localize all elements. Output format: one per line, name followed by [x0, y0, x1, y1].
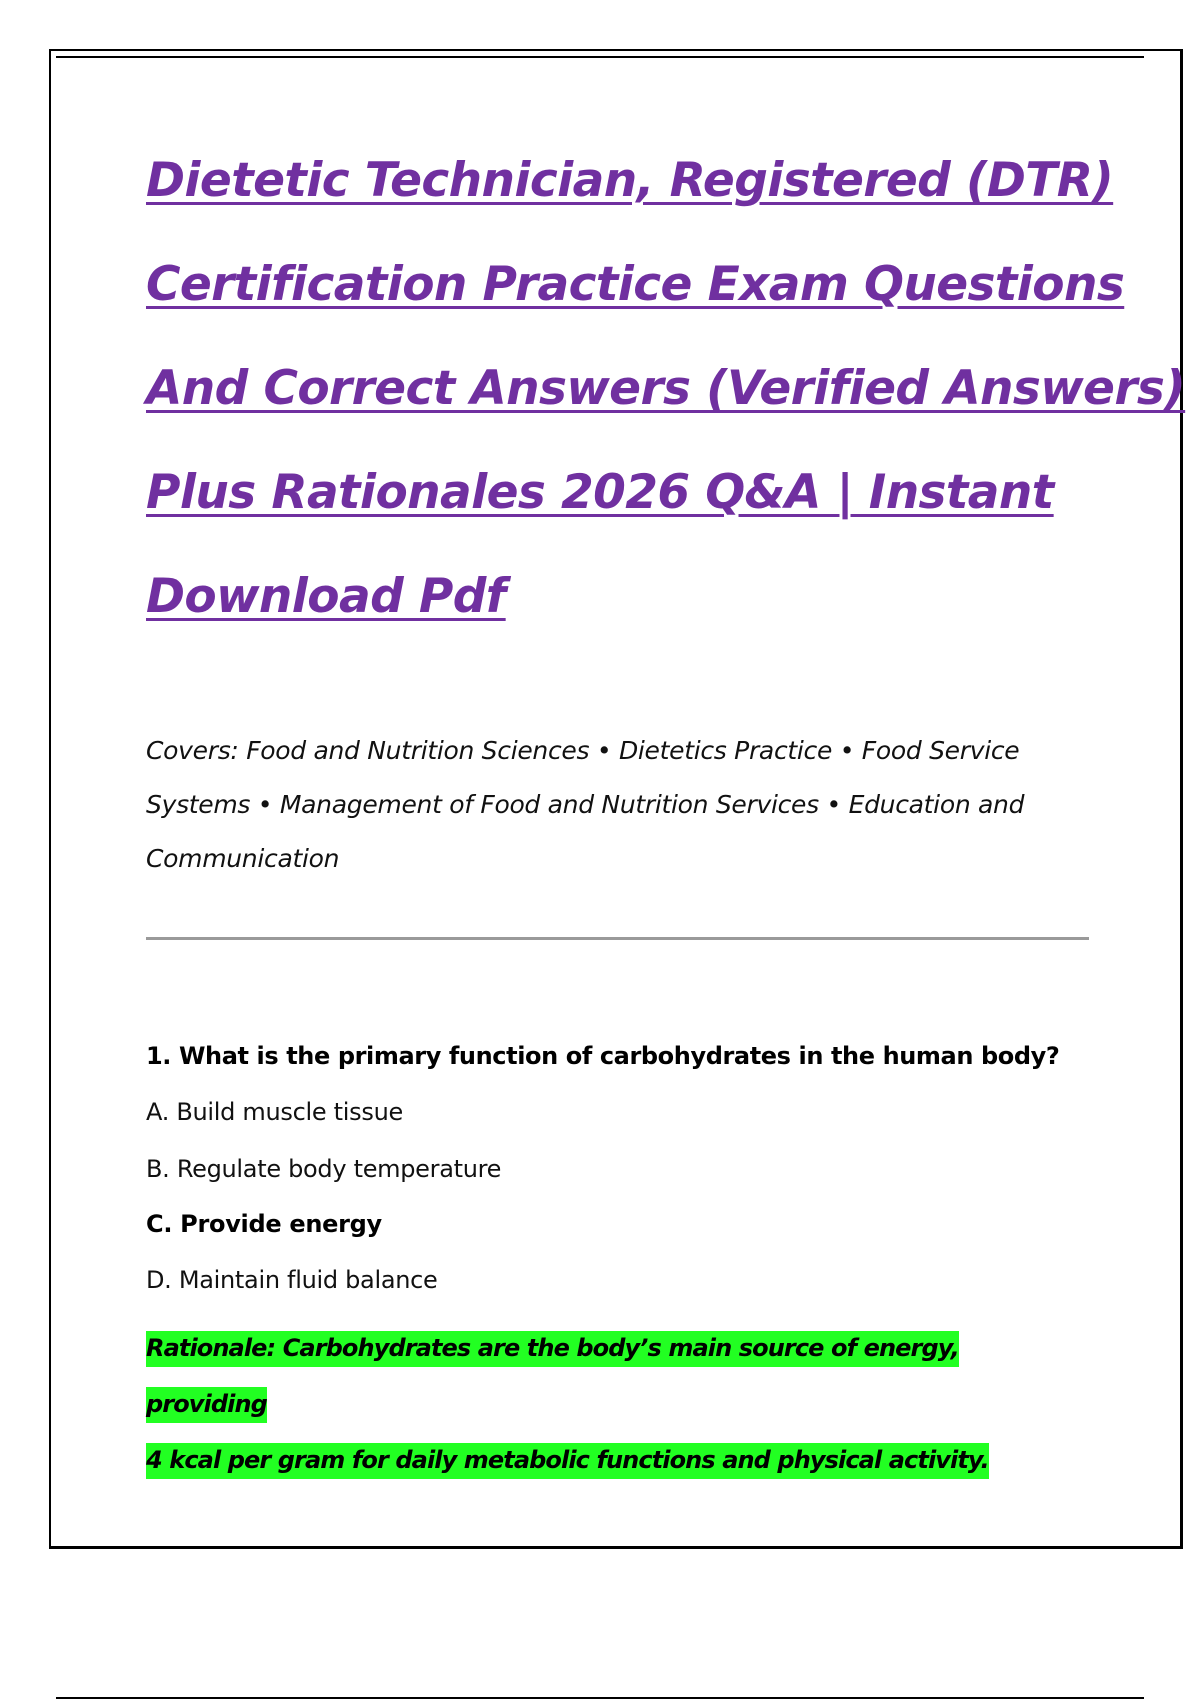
section-divider — [146, 937, 1089, 940]
option-a: A. Build muscle tissue — [146, 1098, 403, 1126]
option-b: B. Regulate body temperature — [146, 1155, 502, 1183]
option-d: D. Maintain fluid balance — [146, 1266, 438, 1294]
rationale — [146, 1320, 1076, 1488]
top-rule — [56, 56, 1144, 58]
title-line: Certification Practice Exam Questions — [146, 257, 1125, 312]
covers-summary — [146, 724, 1076, 886]
covers-line: Systems • Management of Food and Nutrition Services • Education and — [146, 790, 1025, 819]
question-text: 1. What is the primary function of carbohydrates in the human body? — [146, 1042, 1060, 1070]
title-line: Download Pdf — [146, 569, 506, 624]
rationale-line: Rationale: Carbohydrates are the body’s main source of energy, providing — [146, 1331, 959, 1423]
rationale-line: 4 kcal per gram for daily metabolic functions and physical activity. — [146, 1443, 989, 1479]
covers-line: Communication — [146, 844, 340, 873]
title-line: And Correct Answers (Verified Answers) — [146, 361, 1186, 416]
title-line: Dietetic Technician, Registered (DTR) — [146, 153, 1114, 208]
bottom-rule — [56, 1697, 1144, 1699]
document-title — [146, 140, 1186, 660]
covers-line: Covers: Food and Nutrition Sciences • Dietetics Practice • Food Service — [146, 736, 1020, 765]
title-line: Plus Rationales 2026 Q&A | Instant — [146, 465, 1054, 520]
option-c-correct-answer: C. Provide energy — [146, 1210, 382, 1238]
